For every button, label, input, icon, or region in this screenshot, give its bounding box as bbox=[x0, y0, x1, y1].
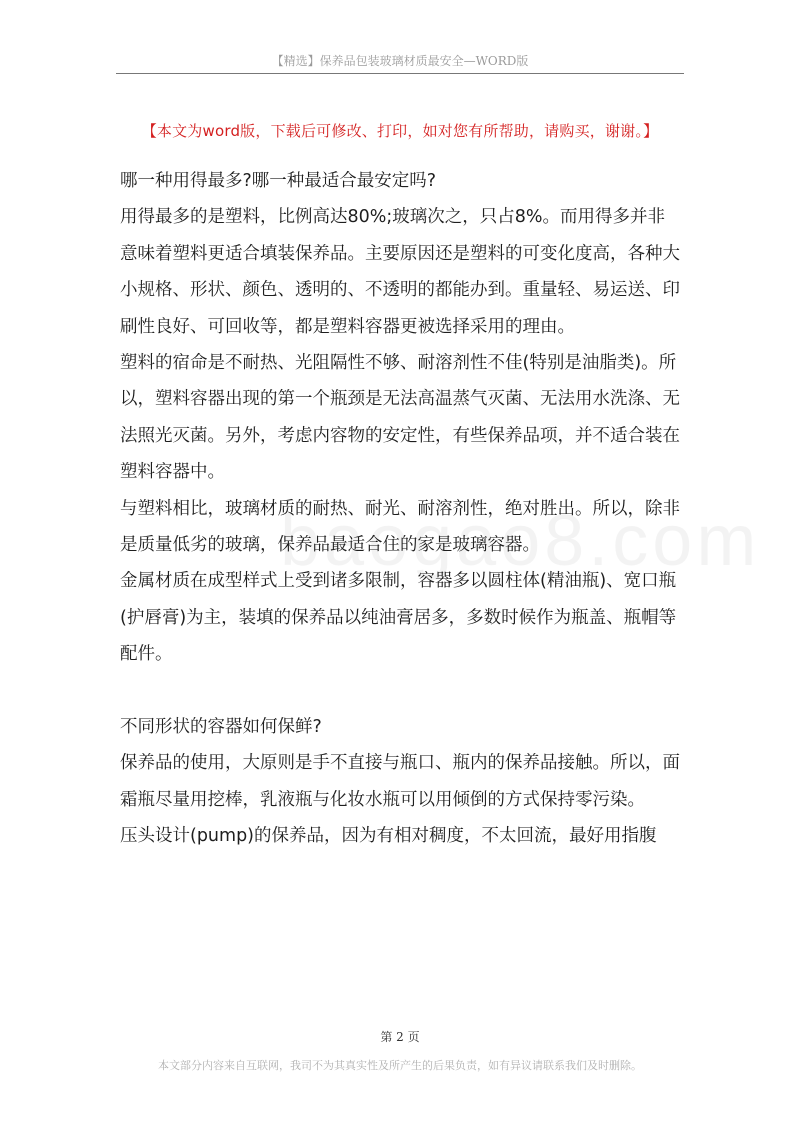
page-number: 第 2 页 bbox=[380, 1030, 420, 1044]
paragraph: 与塑料相比，玻璃材质的耐热、耐光、耐溶剂性，绝对胜出。所以，除非是质量低劣的玻璃，保养品最适合住的家是玻璃容器。 bbox=[120, 498, 680, 556]
paragraph: 塑料的宿命是不耐热、光阻隔性不够、耐溶剂性不佳(特别是油脂类)。所以，塑料容器出现的第一个瓶颈是无法高温蒸气灭菌、无法用水洗涤、无法照光灭菌。另外，考虑内容物的安定性，有些保养品项，并不适合装在塑料容器中。 bbox=[120, 353, 680, 483]
document-body bbox=[120, 163, 682, 854]
purchase-notice: 【本文为word版，下载后可修改、打印，如对您有所帮助，请购买，谢谢。】 bbox=[141, 122, 659, 140]
paragraph: 用得最多的是塑料，比例高达80%;玻璃次之，只占8%。而用得多并非意味着塑料更适合填装保养品。主要原因还是塑料的可变化度高，各种大小规格、形状、颜色、透明的、不透明的都能办到。重量轻、易运送、印刷性良好、可回收等，都是塑料容器更被选择采用的理由。 bbox=[120, 207, 680, 337]
paragraph: 保养品的使用，大原则是手不直接与瓶口、瓶内的保养品接触。所以，面霜瓶尽量用挖棒，乳液瓶与化妆水瓶可以用倾倒的方式保持零污染。 bbox=[120, 753, 680, 810]
page-header: 【精选】保养品包装玻璃材质最安全—WORD版 bbox=[271, 54, 529, 68]
section-heading: 不同形状的容器如何保鲜? bbox=[120, 716, 322, 737]
header-divider bbox=[116, 73, 684, 74]
section-heading: 哪一种用得最多?哪一种最适合最安定吗? bbox=[120, 171, 437, 191]
paragraph: 压头设计(pump)的保养品，因为有相对稠度，不太回流，最好用指腹 bbox=[120, 825, 657, 846]
blank-line bbox=[120, 673, 682, 709]
paragraph: 金属材质在成型样式上受到诸多限制，容器多以圆柱体(精油瓶)、宽口瓶(护唇膏)为主，装填的保养品以纯油膏居多，多数时候作为瓶盖、瓶帽等配件。 bbox=[120, 571, 677, 665]
footer-disclaimer: 本文部分内容来自互联网，我司不为其真实性及所产生的后果负责，如有异议请联系我们及时删除。 bbox=[158, 1059, 642, 1072]
